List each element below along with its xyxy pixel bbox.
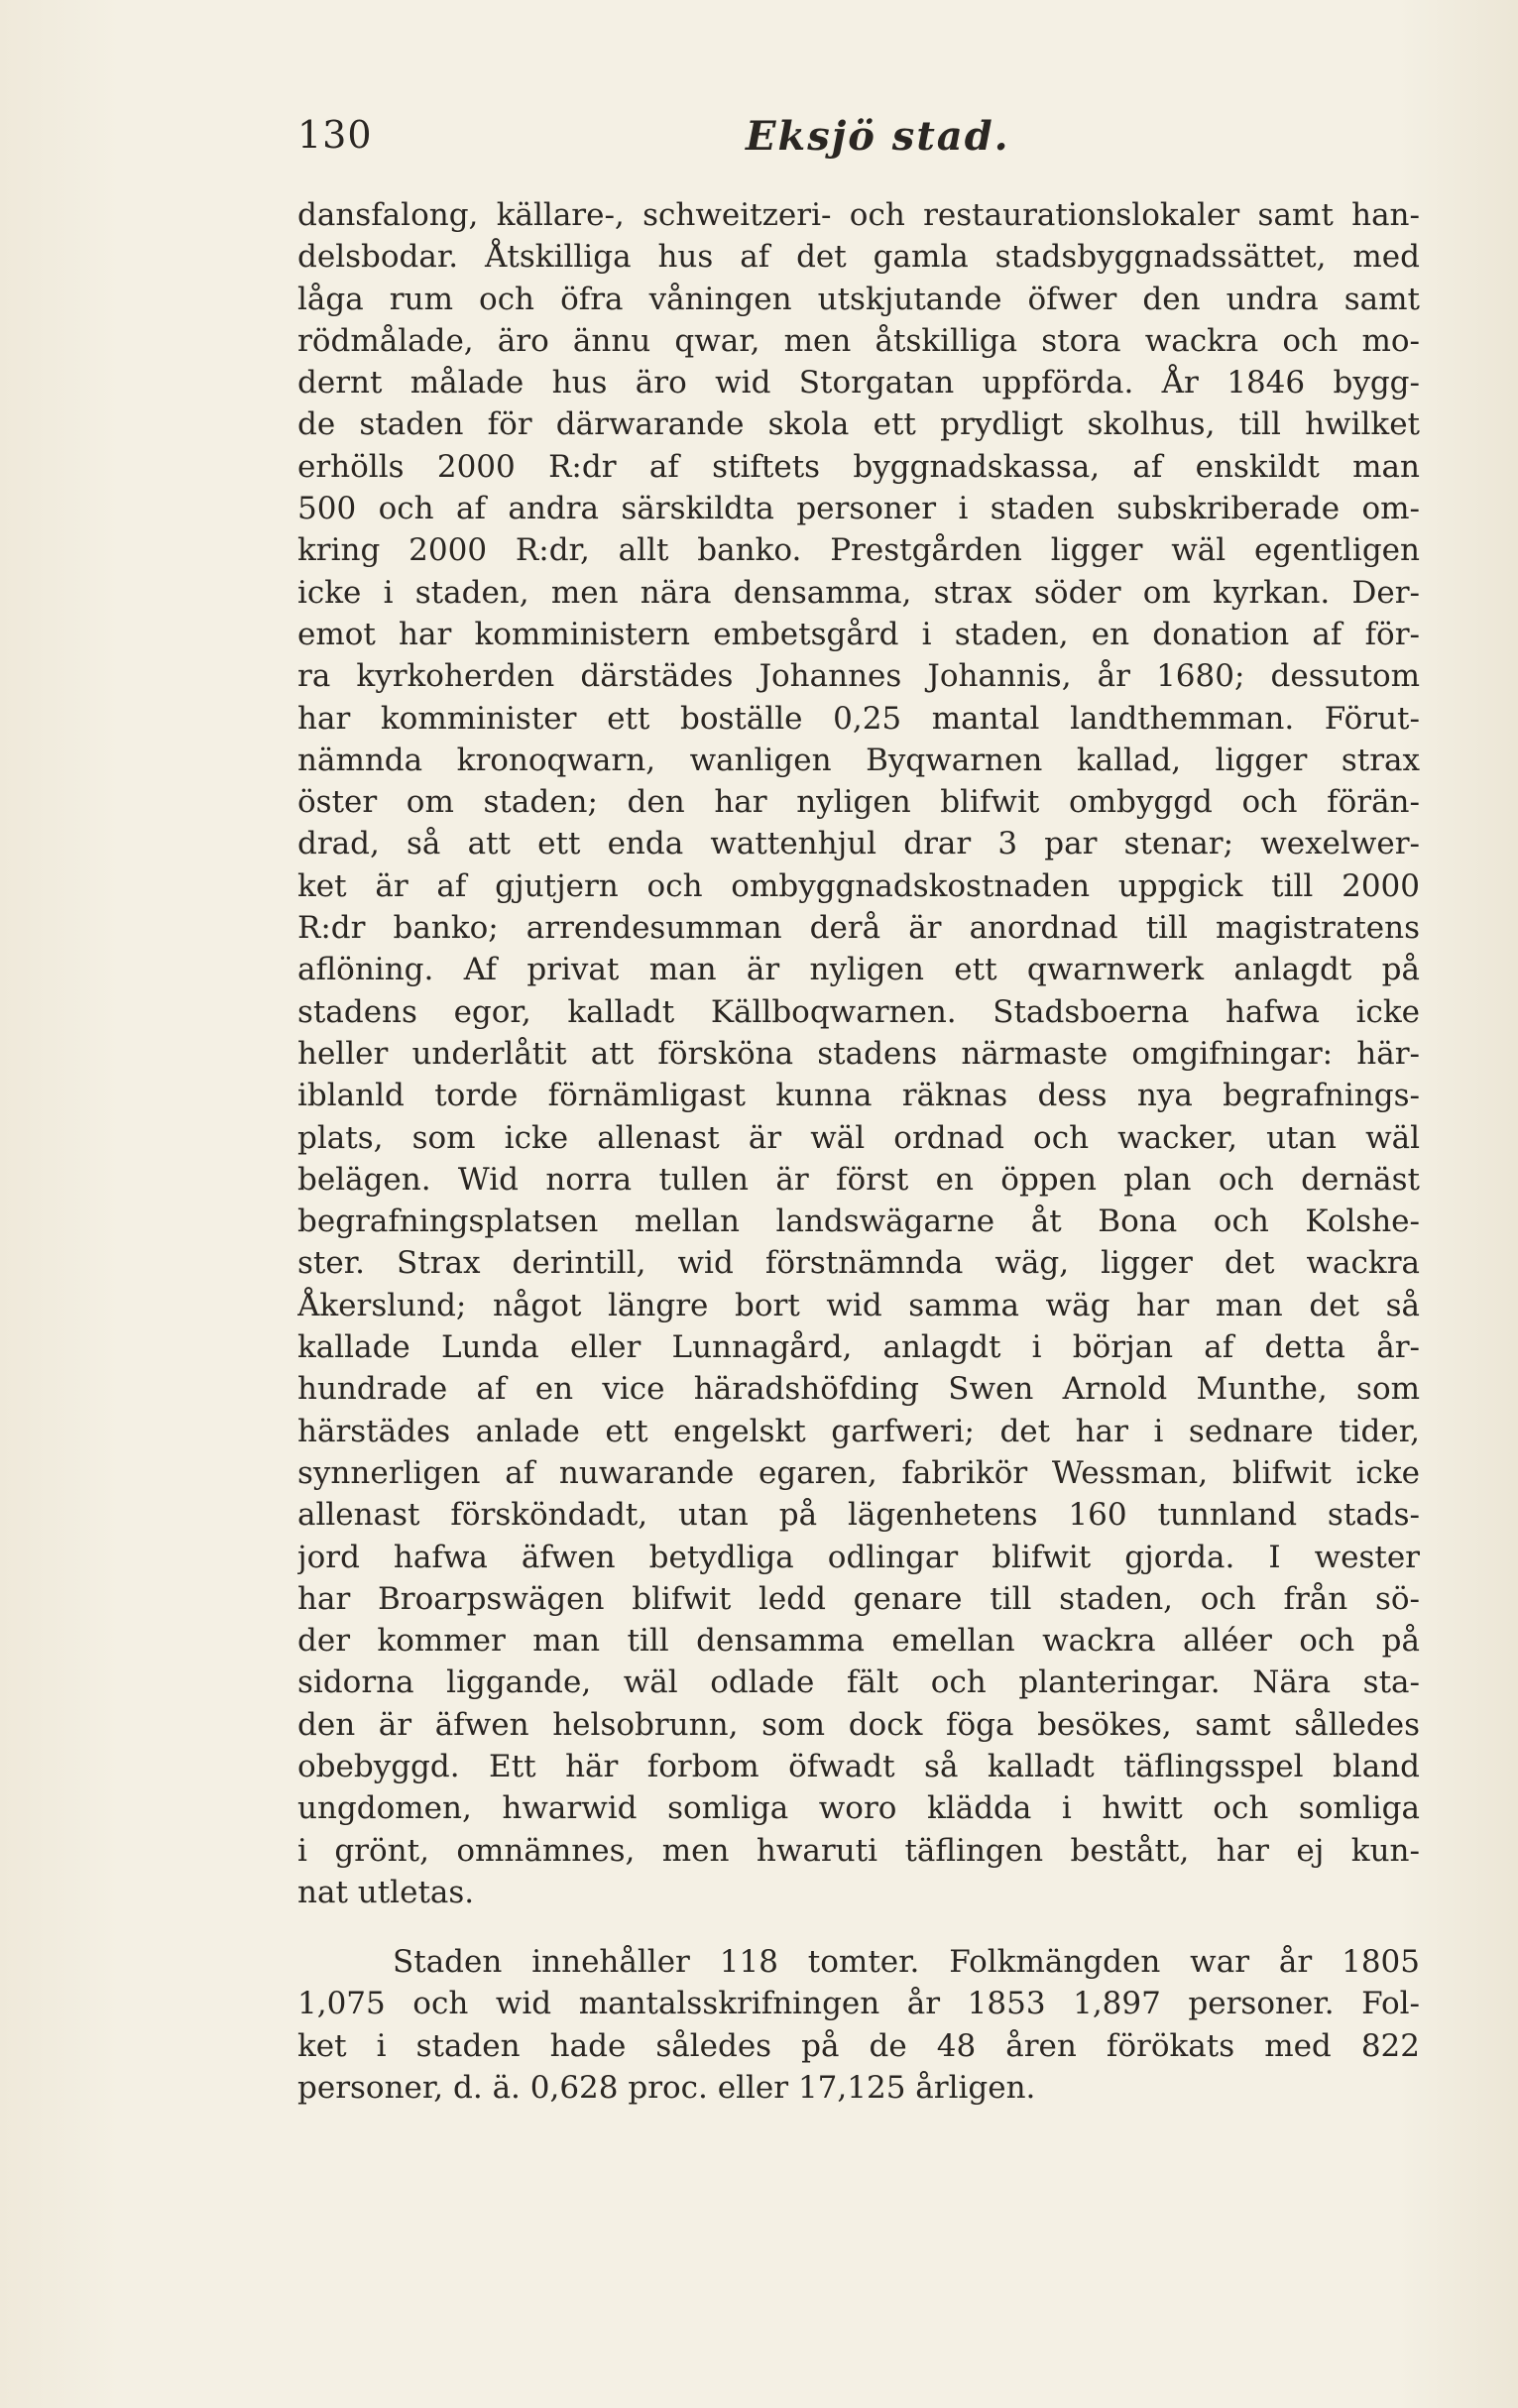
text-line: ket i staden hade således på de 48 åren förökats med 822: [297, 2027, 1420, 2064]
paragraph: [297, 194, 1420, 1913]
text-line: har Broarpswägen blifwit ledd genare till staden, och från sö-: [297, 1580, 1420, 1617]
text-line: plats, som icke allenast är wäl ordnad och wacker, utan wäl: [297, 1119, 1420, 1156]
text-line: begrafningsplatsen mellan landswägarne åt Bona och Kolshe-: [297, 1204, 1420, 1240]
text-line: sidorna liggande, wäl odlade fält och planteringar. Nära sta-: [297, 1664, 1420, 1701]
text-line: ket är af gjutjern och ombyggnadskostnaden uppgick till 2000: [297, 867, 1420, 904]
text-line: den är äfwen helsobrunn, som dock föga besökes, samt sålledes: [297, 1706, 1420, 1743]
text-line: aflöning. Af privat man är nyligen ett qwarnwerk anlagdt på: [297, 952, 1420, 988]
text-line: Staden innehåller 118 tomter. Folkmängden war år 1805: [393, 1944, 1420, 1981]
text-line: i grönt, omnämnes, men hwaruti täflingen bestått, har ej kun-: [297, 1832, 1420, 1869]
text-line: låga rum och öfra våningen utskjutande öfwer den undra samt: [297, 281, 1420, 317]
text-line: nämnda kronoqwarn, wanligen Byqwarnen kallad, ligger strax: [297, 742, 1420, 778]
body-text: [297, 194, 1420, 2109]
text-line: der kommer man till densamma emellan wackra alléer och på: [297, 1623, 1420, 1660]
text-line: belägen. Wid norra tullen är först en öppen plan och dernäst: [297, 1161, 1420, 1198]
text-line: icke i staden, men nära densamma, strax söder om kyrkan. Der-: [297, 574, 1420, 611]
text-line: delsbodar. Åtskilliga hus af det gamla stadsbyggnadssättet, med: [297, 239, 1420, 276]
text-line: rödmålade, äro ännu qwar, men åtskilliga stora wackra och mo-: [297, 322, 1420, 359]
text-line: heller underlåtit att försköna stadens närmaste omgifningar: här-: [297, 1035, 1420, 1072]
text-line: nat utletas.: [297, 1874, 475, 1910]
text-line: iblanld torde förnämligast kunna räknas dess nya begrafnings-: [297, 1078, 1420, 1114]
text-line: kallade Lunda eller Lunnagård, anlagdt i början af detta år-: [297, 1329, 1420, 1366]
text-line: erhölls 2000 R:dr af stiftets byggnadskassa, af enskildt man: [297, 448, 1420, 485]
text-line: härstädes anlade ett engelskt garfweri; det har i sednare tider,: [297, 1413, 1420, 1449]
text-line: hundrade af en vice häradshöfding Swen Arnold Munthe, som: [297, 1371, 1420, 1408]
text-line: Åkerslund; något längre bort wid samma wäg har man det så: [297, 1287, 1420, 1323]
page-number: 130: [297, 113, 373, 157]
text-line: obebyggd. Ett här forbom öfwadt så kalladt täflingsspel bland: [297, 1748, 1420, 1784]
text-line: dernt målade hus äro wid Storgatan uppförda. År 1846 bygg-: [297, 365, 1420, 401]
text-line: de staden för därwarande skola ett prydligt skolhus, till hwilket: [297, 406, 1420, 443]
text-line: ra kyrkoherden därstädes Johannes Johannis, år 1680; dessutom: [297, 658, 1420, 695]
text-line: emot har komministern embetsgård i staden, en donation af för-: [297, 616, 1420, 652]
text-line: synnerligen af nuwarande egaren, fabrikör Wessman, blifwit icke: [297, 1454, 1420, 1491]
text-line: 1,075 och wid mantalsskrifningen år 1853 1,897 personer. Fol-: [297, 1986, 1420, 2022]
text-line: drad, så att ett enda wattenhjul drar 3 par stenar; wexelwer-: [297, 826, 1420, 862]
running-title: Eksjö stad.: [746, 113, 1010, 160]
text-line: ster. Strax derintill, wid förstnämnda wäg, ligger det wackra: [297, 1245, 1420, 1282]
text-line: personer, d. ä. 0,628 proc. eller 17,125 årligen.: [297, 2070, 1036, 2107]
text-line: ungdomen, hwarwid somliga woro klädda i hwitt och somliga: [297, 1790, 1420, 1827]
text-line: har komminister ett boställe 0,25 mantal landthemman. Förut-: [297, 700, 1420, 737]
text-line: dansfalong, källare-, schweitzeri- och restaurationslokaler samt han-: [297, 197, 1420, 233]
paragraph-gap: [297, 1913, 1420, 1941]
text-line: jord hafwa äfwen betydliga odlingar blifwit gjorda. I wester: [297, 1539, 1420, 1575]
text-line: öster om staden; den har nyligen blifwit ombyggd och förän-: [297, 784, 1420, 821]
text-line: R:dr banko; arrendesumman derå är anordnad till magistratens: [297, 910, 1420, 947]
text-line: kring 2000 R:dr, allt banko. Prestgården ligger wäl egentligen: [297, 532, 1420, 569]
page-header: [297, 113, 1420, 172]
text-line: stadens egor, kalladt Källboqwarnen. Stadsboerna hafwa icke: [297, 993, 1420, 1030]
text-line: 500 och af andra särskildta personer i staden subskriberade om-: [297, 491, 1420, 527]
text-line: allenast försköndadt, utan på lägenhetens 160 tunnland stads-: [297, 1497, 1420, 1534]
paragraph: [297, 1941, 1420, 2109]
